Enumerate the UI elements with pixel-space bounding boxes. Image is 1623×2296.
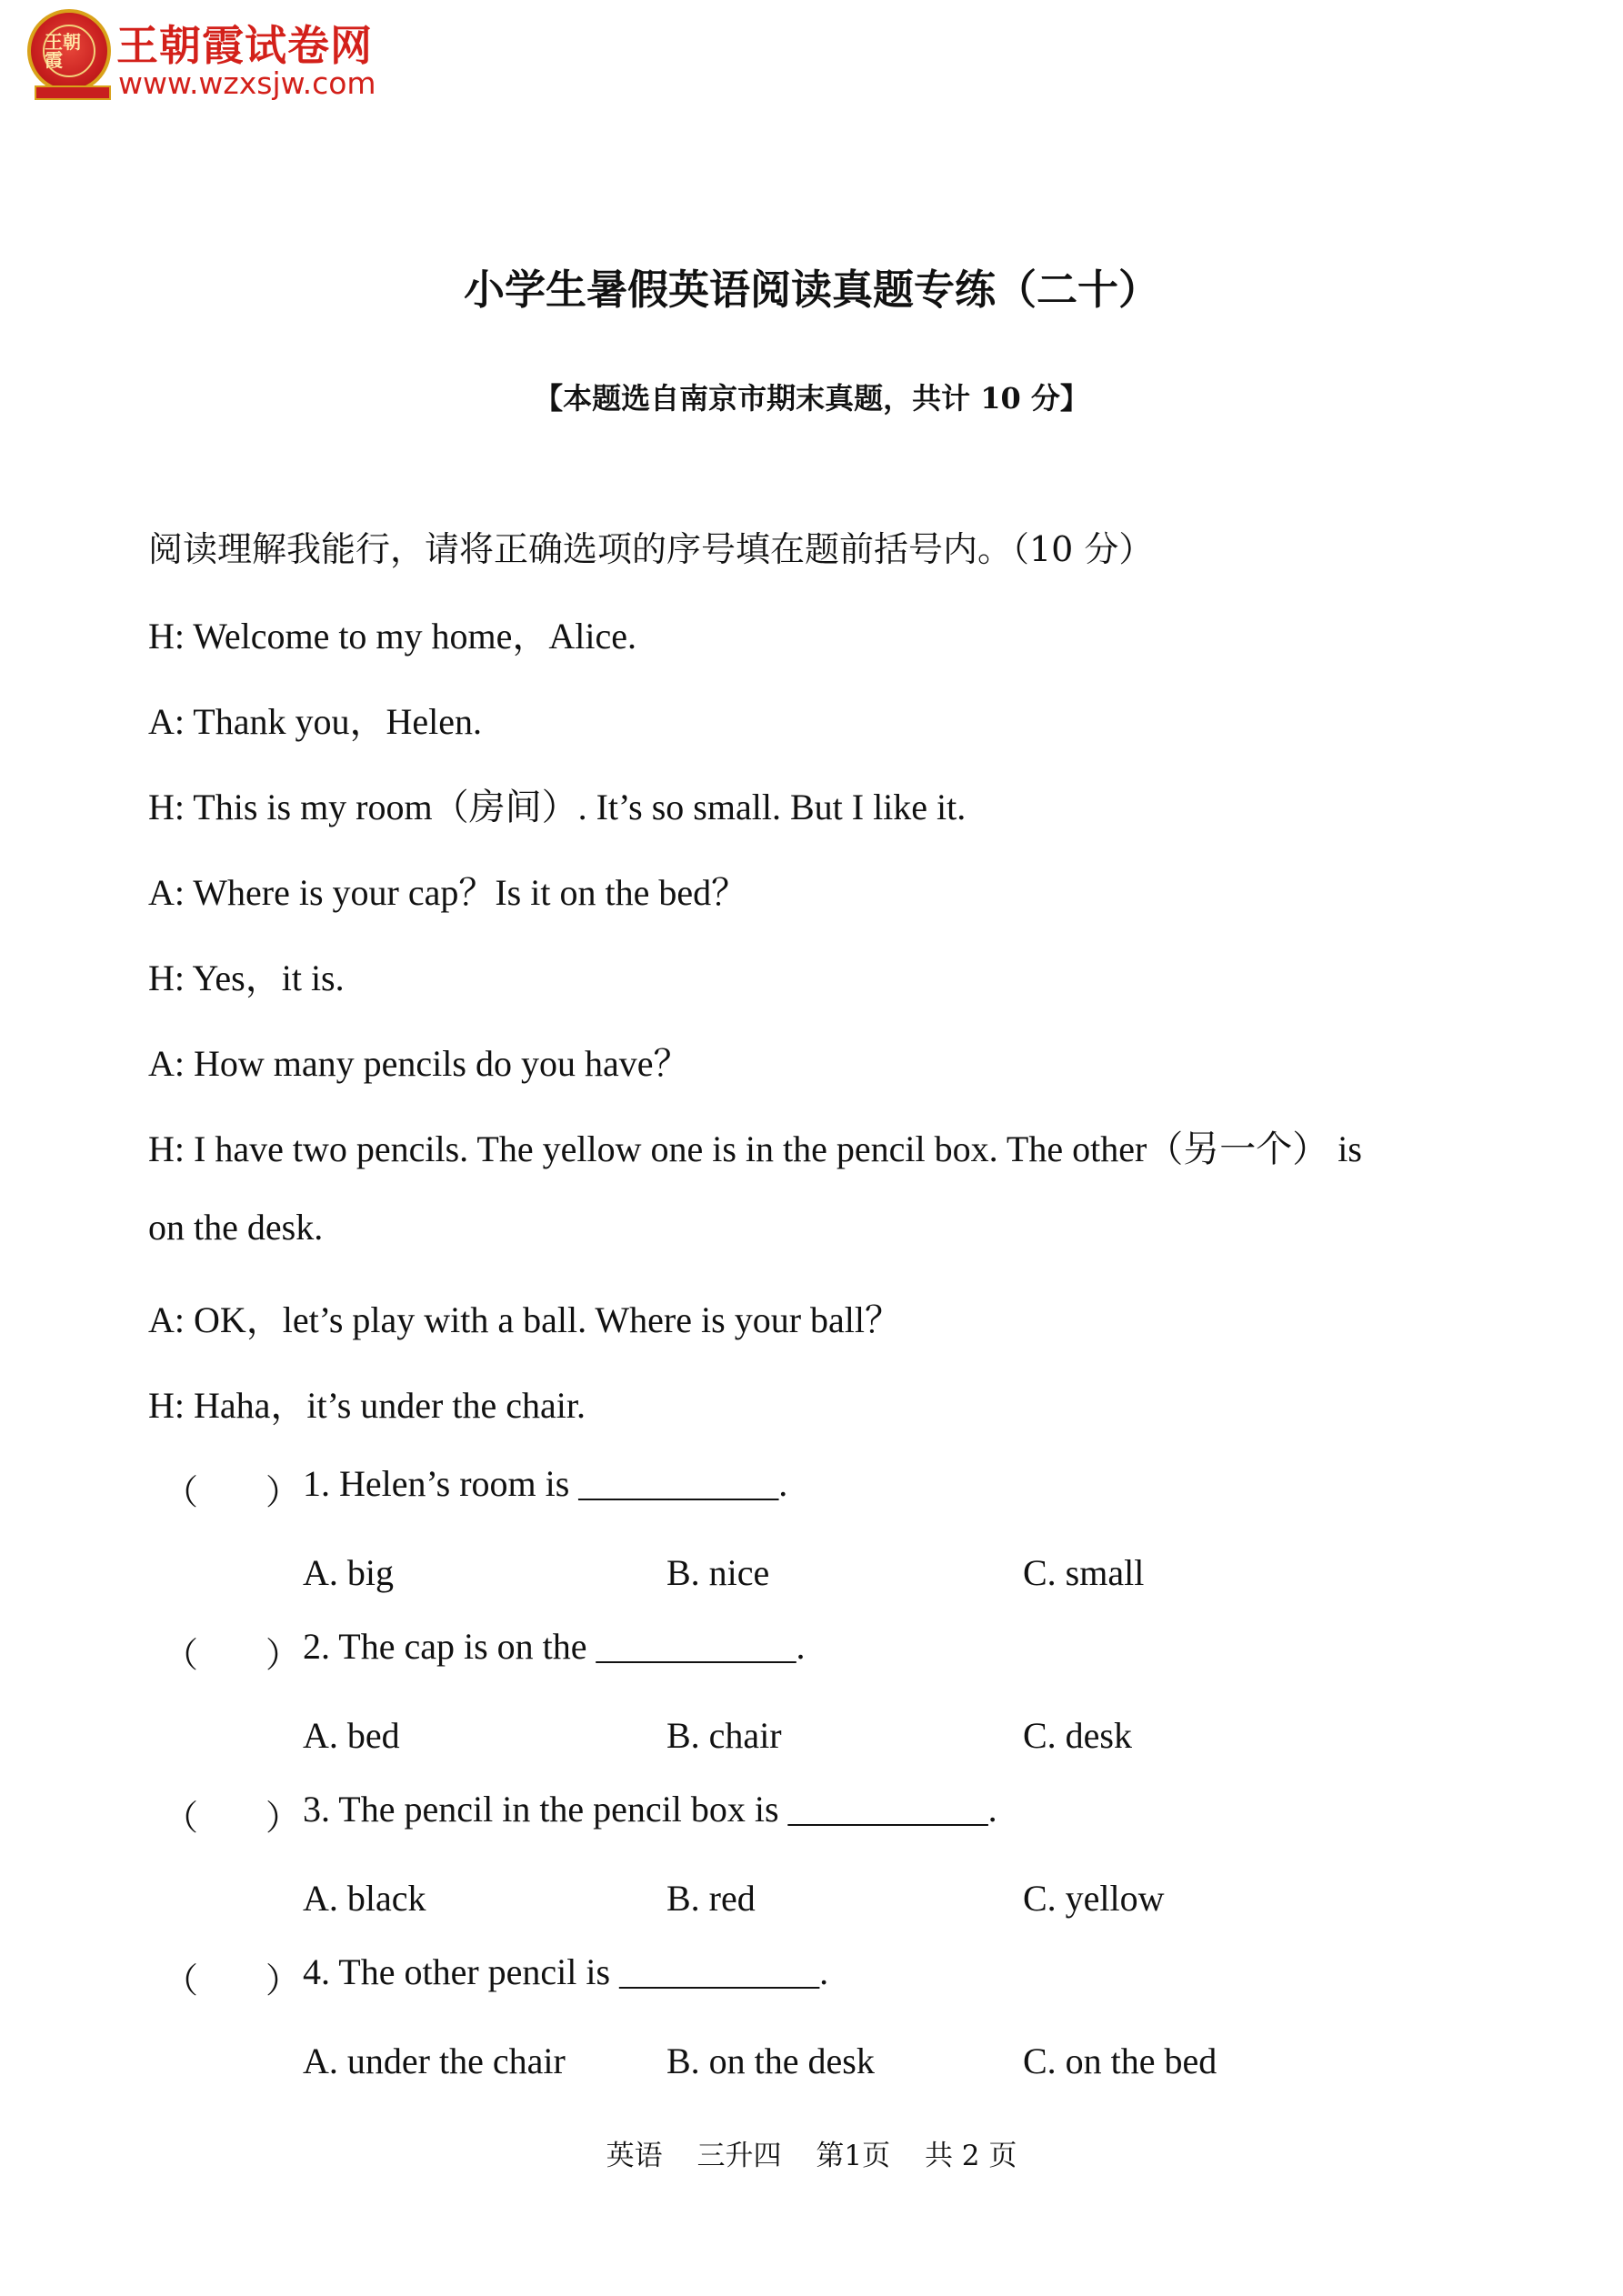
dialogue-line: A: Thank you，Helen. — [148, 701, 482, 742]
answer-paren-left: （ — [164, 1637, 199, 1675]
seal-ribbon — [35, 85, 111, 100]
footer-grade: 三升四 — [696, 2140, 782, 2172]
dialogue-line: A: How many pencils do you have？ — [148, 1043, 690, 1084]
seal-text: 王朝霞 — [43, 25, 95, 77]
dialogue-line: A: Where is your cap？Is it on the bed？ — [148, 872, 748, 913]
page-footer — [0, 2132, 1623, 2173]
answer-paren-left: （ — [164, 1474, 199, 1512]
page-subtitle: 【本题选自南京市期末真题，共计 10 分】 — [534, 381, 1089, 416]
seal-icon — [27, 9, 111, 93]
option-b: B. chair — [666, 1715, 782, 1756]
dialogue-line: H: Haha，it’s under the chair. — [148, 1385, 586, 1426]
answer-paren-left: （ — [164, 1962, 199, 2000]
dialogue-line: H: I have two pencils. The yellow one is in the pencil box. The other（另一个） is — [148, 1128, 1362, 1169]
brand-name: 王朝霞试卷网 — [116, 21, 373, 70]
question-stem: 4. The other pencil is ___________. — [303, 1951, 829, 1992]
option-b: B. nice — [666, 1552, 770, 1593]
option-a: A. big — [303, 1552, 394, 1593]
option-c: C. small — [1023, 1552, 1145, 1593]
option-c: C. desk — [1023, 1715, 1132, 1756]
dialogue-line: H: Yes，it is. — [148, 958, 345, 998]
question-stem: 3. The pencil in the pencil box is ___________. — [303, 1789, 997, 1830]
option-c: C. yellow — [1023, 1878, 1165, 1919]
section-instruction: 阅读理解我能行，请将正确选项的序号填在题前括号内。（10 分） — [148, 529, 1154, 569]
footer-page: 第1页 — [816, 2140, 891, 2172]
option-a: A. bed — [303, 1715, 400, 1756]
dialogue-line: on the desk. — [148, 1207, 324, 1248]
option-a: A. black — [303, 1878, 426, 1919]
footer-subject: 英语 — [606, 2140, 663, 2172]
dialogue-line: H: Welcome to my home，Alice. — [148, 616, 637, 657]
answer-paren-right: ） — [265, 1800, 301, 1838]
page-title: 小学生暑假英语阅读真题专练（二十） — [463, 266, 1159, 314]
option-b: B. red — [666, 1878, 756, 1919]
answer-paren-right: ） — [265, 1474, 301, 1512]
site-logo[interactable] — [27, 9, 427, 100]
dialogue-line: A: OK，let’s play with a ball. Where is your ball？ — [148, 1299, 901, 1340]
answer-paren-right: ） — [265, 1962, 301, 2000]
option-b: B. on the desk — [666, 2040, 875, 2081]
option-c: C. on the bed — [1023, 2040, 1217, 2081]
question-stem: 2. The cap is on the ___________. — [303, 1626, 806, 1667]
footer-total: 共 2 页 — [924, 2140, 1017, 2172]
option-a: A. under the chair — [303, 2040, 566, 2081]
question-stem: 1. Helen’s room is ___________. — [303, 1463, 788, 1504]
answer-paren-right: ） — [265, 1637, 301, 1675]
dialogue-line: H: This is my room（房间）. It’s so small. But I like it. — [148, 787, 967, 827]
answer-paren-left: （ — [164, 1800, 199, 1838]
brand-url[interactable]: www.wzxsjw.com — [118, 65, 376, 101]
